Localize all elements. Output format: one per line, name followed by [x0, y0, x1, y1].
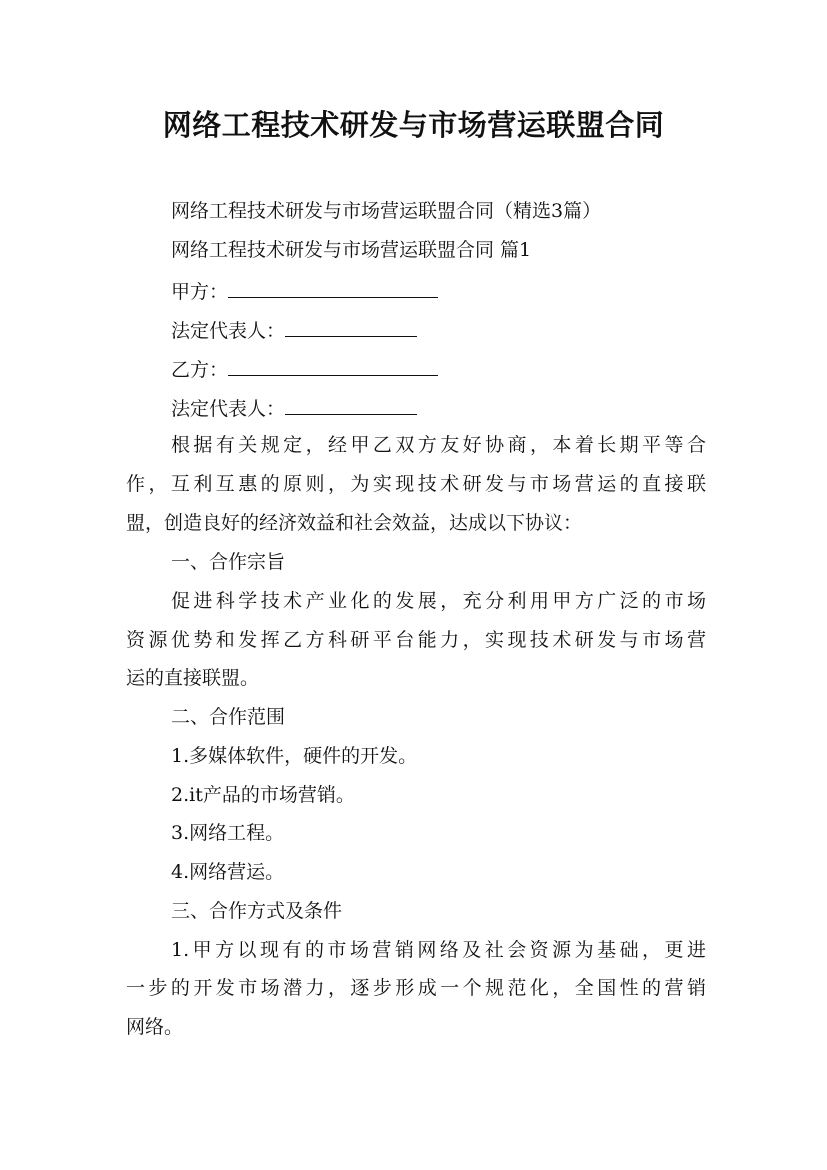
party-a-line — [171, 279, 706, 303]
intro-line-3: 盟，创造良好的经济效益和社会效益，达成以下协议： — [126, 512, 583, 534]
party-a-rep-line — [171, 318, 706, 342]
party-b-blank — [228, 357, 438, 376]
party-a-blank — [228, 279, 438, 298]
party-b-label: 乙方： — [171, 359, 229, 381]
section-2-heading: 二、合作范围 — [171, 706, 286, 728]
document-title: 网络工程技术研发与市场营运联盟合同 — [162, 108, 665, 142]
party-a-label: 甲方： — [171, 281, 229, 303]
section-1-line-2: 资源优势和发挥乙方科研平台能力，实现技术研发与市场营 — [126, 629, 706, 651]
section-3-line-2: 一步的开发市场潜力，逐步形成一个规范化，全国性的营销 — [126, 977, 706, 999]
document-subtitle: 网络工程技术研发与市场营运联盟合同（精选3篇） — [171, 200, 602, 222]
section-3-line-1: 1.甲方以现有的市场营销网络及社会资源为基础，更进 — [171, 939, 706, 961]
part-heading: 网络工程技术研发与市场营运联盟合同 篇1 — [171, 239, 532, 261]
party-a-rep-label: 法定代表人： — [171, 320, 286, 342]
party-b-rep-line — [171, 396, 706, 420]
section-1-line-1: 促进科学技术产业化的发展，充分利用甲方广泛的市场 — [171, 590, 706, 612]
intro-line-1: 根据有关规定，经甲乙双方友好协商，本着长期平等合 — [171, 434, 706, 456]
party-b-rep-label: 法定代表人： — [171, 398, 286, 420]
section-2-item: 1.多媒体软件，硬件的开发。 — [171, 745, 418, 767]
section-3-heading: 三、合作方式及条件 — [171, 900, 343, 922]
party-b-rep-blank — [285, 396, 417, 415]
section-1-heading: 一、合作宗旨 — [171, 551, 286, 573]
section-2-item: 4.网络营运。 — [171, 861, 285, 883]
party-a-rep-blank — [285, 318, 417, 337]
intro-line-2: 作，互利互惠的原则，为实现技术研发与市场营运的直接联 — [126, 473, 706, 495]
section-2-item: 3.网络工程。 — [171, 822, 285, 844]
section-2-item: 2.it产品的市场营销。 — [171, 784, 355, 806]
section-3-line-3: 网络。 — [126, 1016, 184, 1038]
section-1-line-3: 运的直接联盟。 — [126, 667, 260, 689]
party-b-line — [171, 357, 706, 381]
